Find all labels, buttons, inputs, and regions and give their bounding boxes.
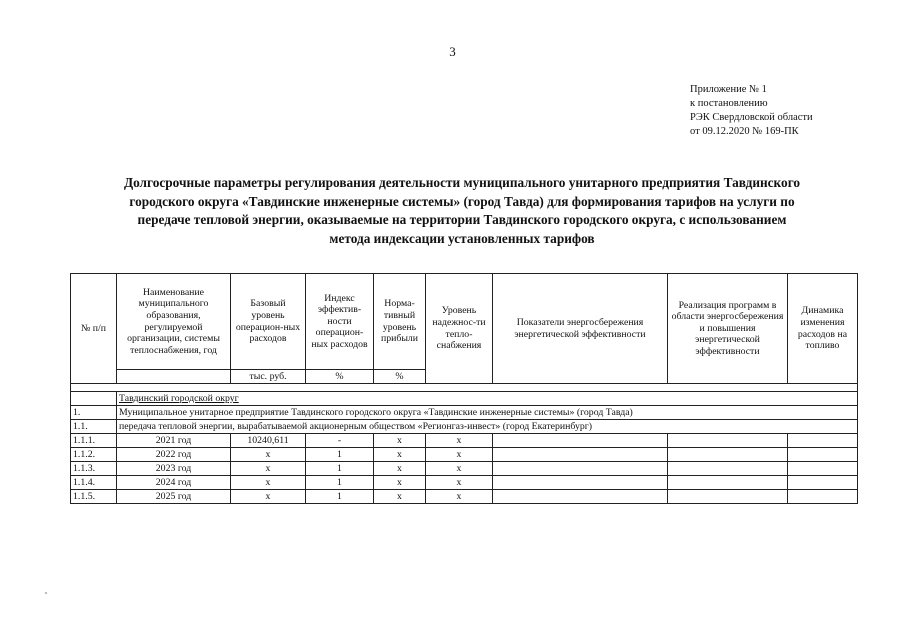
- row-num: 1.1.1.: [71, 434, 117, 448]
- row-fuel: [788, 448, 858, 462]
- appendix-line: от 09.12.2020 № 169-ПК: [690, 126, 799, 137]
- row-norm: x: [374, 462, 426, 476]
- header-energy: Показатели энергосбережения энергетической эффективности: [493, 274, 668, 384]
- header-programs: Реализация программ в области энергосбережения и повышения энергетической эффективности: [668, 274, 788, 384]
- section-title: Тавдинский городской округ: [117, 392, 858, 406]
- title-line: Долгосрочные параметры регулирования деятельности муниципального унитарного предприятия Тавдинского: [123, 175, 801, 190]
- row-fuel: [788, 490, 858, 504]
- row-fuel: [788, 462, 858, 476]
- unit-index: %: [306, 370, 374, 384]
- row-fuel: [788, 434, 858, 448]
- row-index: -: [306, 434, 374, 448]
- title-line: метода индексации установленных тарифов: [329, 230, 595, 246]
- row-programs: [668, 490, 788, 504]
- table-row: [71, 476, 858, 490]
- row-energy: [493, 476, 668, 490]
- service-name: передача тепловой энергии, вырабатываемой акционерным обществом «Регионгаз-инвест» (город Екатеринбург): [117, 420, 858, 434]
- table-row: [71, 434, 858, 448]
- row-reliability: x: [426, 434, 493, 448]
- row-num: 1.1.3.: [71, 462, 117, 476]
- row-norm: x: [374, 434, 426, 448]
- row-programs: [668, 476, 788, 490]
- header-norm: Норма-тивный уровень прибыли: [374, 274, 426, 370]
- header-reliability: Уровень надежнос-ти тепло-снабжения: [426, 274, 493, 384]
- header-base: Базовый уровень операцион-ных расходов: [231, 274, 306, 370]
- page-number: 3: [449, 44, 456, 59]
- parameters-table: [70, 273, 858, 504]
- title-line: городского округа «Тавдинские инженерные системы» (город Тавда) для формирования тарифов на услуги по: [129, 193, 795, 209]
- row-index: 1: [306, 490, 374, 504]
- unit-norm: %: [374, 370, 426, 384]
- appendix-line: к постановлению: [690, 98, 768, 109]
- row-num: 1.1.4.: [71, 476, 117, 490]
- table-row: [71, 490, 858, 504]
- row-programs: [668, 462, 788, 476]
- unit-base: тыс. руб.: [231, 370, 306, 384]
- org-name: Муниципальное унитарное предприятие Тавдинского городского округа «Тавдинские инженерные системы» (город Тавда): [117, 406, 858, 420]
- appendix-line: Приложение № 1: [690, 84, 767, 95]
- row-reliability: x: [426, 490, 493, 504]
- row-year: 2023 год: [117, 462, 231, 476]
- row-num: 1.1.2.: [71, 448, 117, 462]
- row-index: 1: [306, 448, 374, 462]
- document-title: [70, 174, 854, 248]
- header-index: Индекс эффектив-ности операцион-ных расходов: [306, 274, 374, 370]
- row-num: 1.1.5.: [71, 490, 117, 504]
- row-index: 1: [306, 476, 374, 490]
- row-energy: [493, 490, 668, 504]
- row-base: x: [231, 462, 306, 476]
- row-norm: x: [374, 476, 426, 490]
- row-reliability: x: [426, 476, 493, 490]
- row-reliability: x: [426, 462, 493, 476]
- row-reliability: x: [426, 448, 493, 462]
- appendix-line: РЭК Свердловской области: [690, 112, 813, 123]
- row-base: 10240,611: [231, 434, 306, 448]
- header-num: № п/п: [71, 274, 117, 384]
- row-energy: [493, 434, 668, 448]
- table-row: [71, 462, 858, 476]
- row-year: 2025 год: [117, 490, 231, 504]
- row-fuel: [788, 476, 858, 490]
- section-num: [71, 392, 117, 406]
- scan-speck: [45, 592, 47, 594]
- row-norm: x: [374, 448, 426, 462]
- row-programs: [668, 434, 788, 448]
- row-base: x: [231, 490, 306, 504]
- row-energy: [493, 462, 668, 476]
- row-base: x: [231, 476, 306, 490]
- row-year: 2022 год: [117, 448, 231, 462]
- unit-empty: [117, 370, 231, 384]
- spacer-row: [71, 384, 858, 392]
- appendix-note: [690, 83, 813, 139]
- title-line: передаче тепловой энергии, оказываемые на территории Тавдинского городского округа, с использованием: [137, 212, 787, 227]
- row-year: 2021 год: [117, 434, 231, 448]
- row-index: 1: [306, 462, 374, 476]
- row-programs: [668, 448, 788, 462]
- table-row: [71, 448, 858, 462]
- row-year: 2024 год: [117, 476, 231, 490]
- org-num: 1.: [71, 406, 117, 420]
- header-name: Наименование муниципального образования, регулируемой организации, системы теплоснабжения, год: [117, 274, 231, 370]
- row-base: x: [231, 448, 306, 462]
- row-norm: x: [374, 490, 426, 504]
- row-energy: [493, 448, 668, 462]
- service-num: 1.1.: [71, 420, 117, 434]
- header-fuel: Динамика изменения расходов на топливо: [788, 274, 858, 384]
